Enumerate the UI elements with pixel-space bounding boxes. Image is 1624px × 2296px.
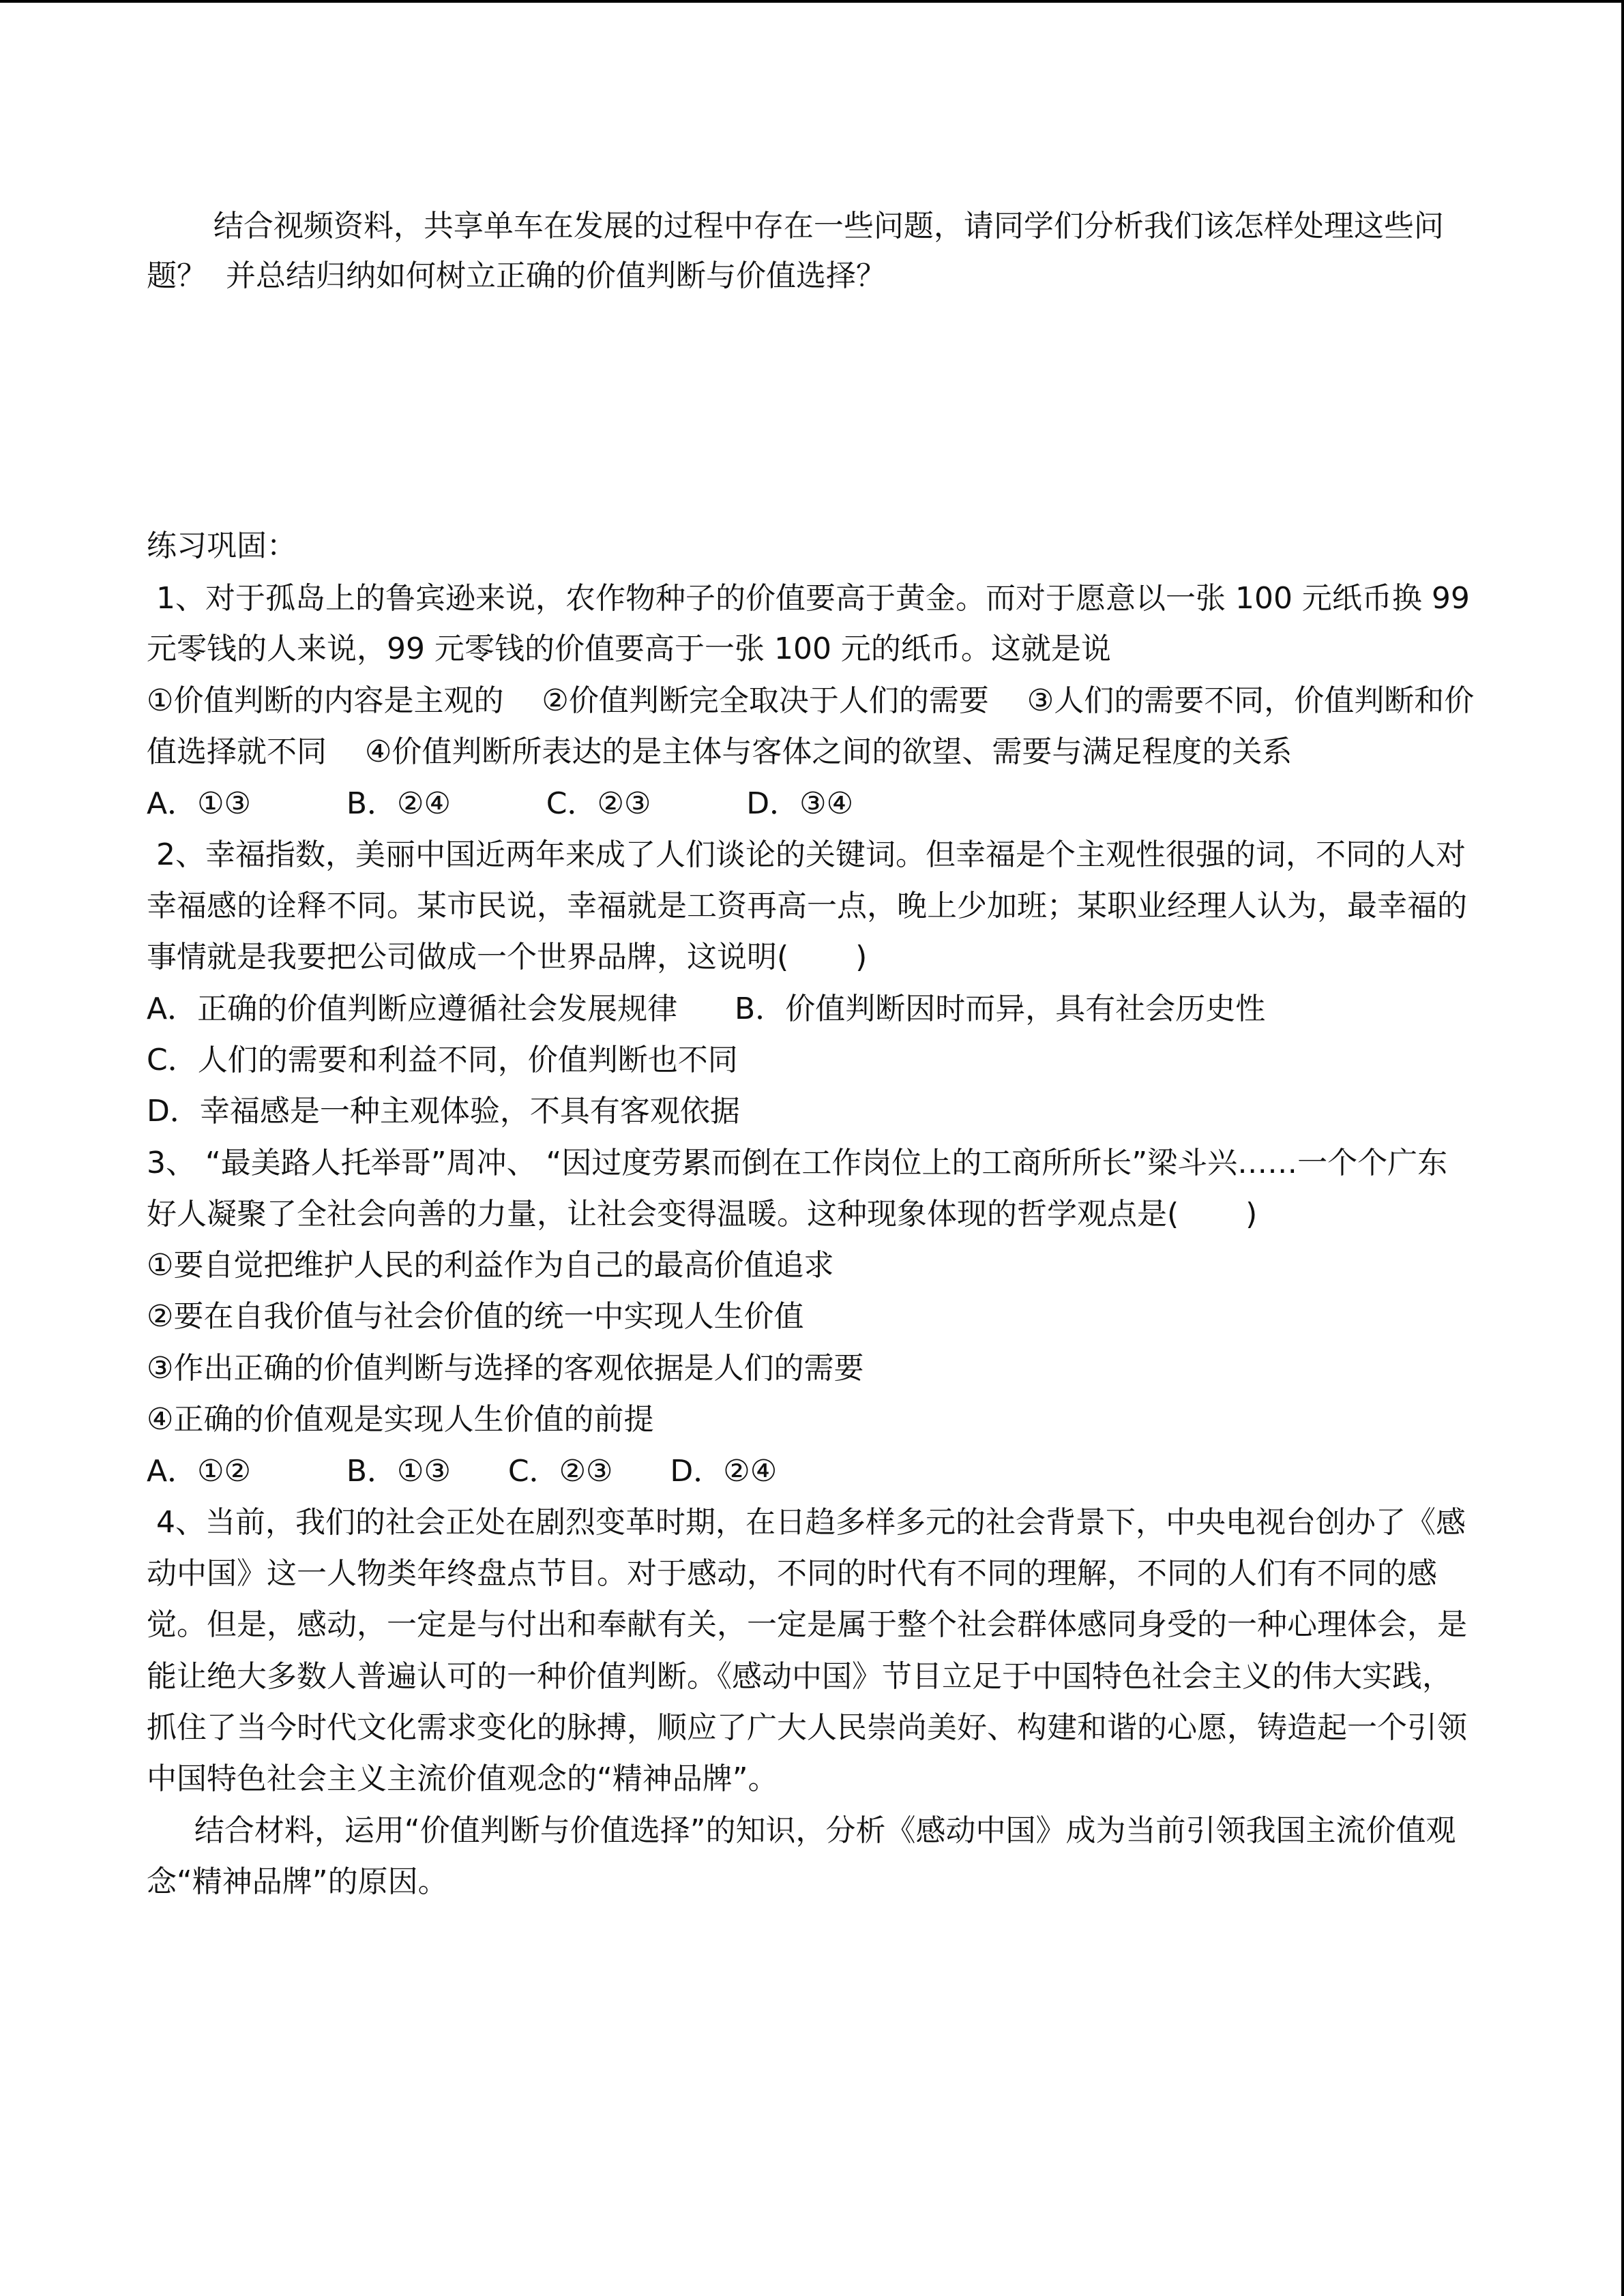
question-3-line: 3、 “最美路人托举哥”周冲、 “因过度劳累而倒在工作岗位上的工商所所长”梁斗兴……一个个广东: [147, 1146, 1448, 1180]
question-2-option: D．幸福感是一种主观体验，不具有客观依据: [147, 1094, 740, 1129]
question-3-statement: ②要在自我价值与社会价值的统一中实现人生价值: [147, 1299, 804, 1334]
intro-line: 结合视频资料，共享单车在发展的过程中存在一些问题，请同学们分析我们该怎样处理这些问: [147, 209, 1444, 243]
intro-line: 题？ 并总结归纳如何树立正确的价值判断与价值选择？: [147, 258, 886, 293]
question-2-line: 事情就是我要把公司做成一个世界品牌，这说明( ): [147, 940, 868, 974]
question-3-options: A．①② B．①③ C．②③ D．②④: [147, 1454, 778, 1489]
question-1-line: 值选择就不同 ④价值判断所表达的是主体与客体之间的欲望、需要与满足程度的关系: [147, 734, 1293, 769]
practice-heading: 练习巩固：: [147, 528, 297, 563]
question-4-task: 念“精神品牌”的原因。: [147, 1864, 448, 1899]
question-2-option: C．人们的需要和利益不同，价值判断也不同: [147, 1043, 738, 1077]
question-4-line: 4、当前，我们的社会正处在剧烈变革时期，在日趋多样多元的社会背景下，中央电视台创办了《感: [147, 1505, 1466, 1540]
question-2-line: 2、幸福指数，美丽中国近两年来成了人们谈论的关键词。但幸福是个主观性很强的词，不同的人对: [147, 837, 1466, 872]
question-4-line: 抓住了当今时代文化需求变化的脉搏，顺应了广大人民崇尚美好、构建和谐的心愿，铸造起一个引领: [147, 1710, 1467, 1745]
question-1-options: A．①③ B．②④ C．②③ D．③④: [147, 786, 854, 821]
question-1-line: ①价值判断的内容是主观的 ②价值判断完全取决于人们的需要 ③人们的需要不同，价值判断和价: [147, 683, 1475, 718]
question-4-task: 结合材料，运用“价值判断与价值选择”的知识，分析《感动中国》成为当前引领我国主流价值观: [147, 1813, 1456, 1848]
question-3-statement: ④正确的价值观是实现人生价值的前提: [147, 1402, 654, 1437]
question-3-statement: ①要自觉把维护人民的利益作为自己的最高价值追求: [147, 1248, 834, 1283]
question-4-line: 能让绝大多数人普遍认可的一种价值判断。《感动中国》节目立足于中国特色社会主义的伟大实践，: [147, 1659, 1452, 1694]
question-1-line: 1、对于孤岛上的鲁宾逊来说，农作物种子的价值要高于黄金。而对于愿意以一张 100 元纸币换 99: [147, 581, 1470, 616]
question-2-line: 幸福感的诠释不同。某市民说，幸福就是工资再高一点，晚上少加班；某职业经理人认为，最幸福的: [147, 889, 1467, 923]
question-4-line: 觉。但是，感动，一定是与付出和奉献有关，一定是属于整个社会群体感同身受的一种心理体会，是: [147, 1607, 1467, 1642]
question-2-option: A．正确的价值判断应遵循社会发展规律 B．价值判断因时而异，具有社会历史性: [147, 992, 1266, 1026]
question-4-line: 中国特色社会主义主流价值观念的“精神品牌”。: [147, 1761, 778, 1796]
question-3-line: 好人凝聚了全社会向善的力量，让社会变得温暖。这种现象体现的哲学观点是( ): [147, 1197, 1258, 1232]
question-3-statement: ③作出正确的价值判断与选择的客观依据是人们的需要: [147, 1351, 864, 1386]
question-4-line: 动中国》这一人物类年终盘点节目。对于感动，不同的时代有不同的理解，不同的人们有不同的感: [147, 1556, 1437, 1591]
question-1-line: 元零钱的人来说，99 元零钱的价值要高于一张 100 元的纸币。这就是说: [147, 631, 1111, 666]
